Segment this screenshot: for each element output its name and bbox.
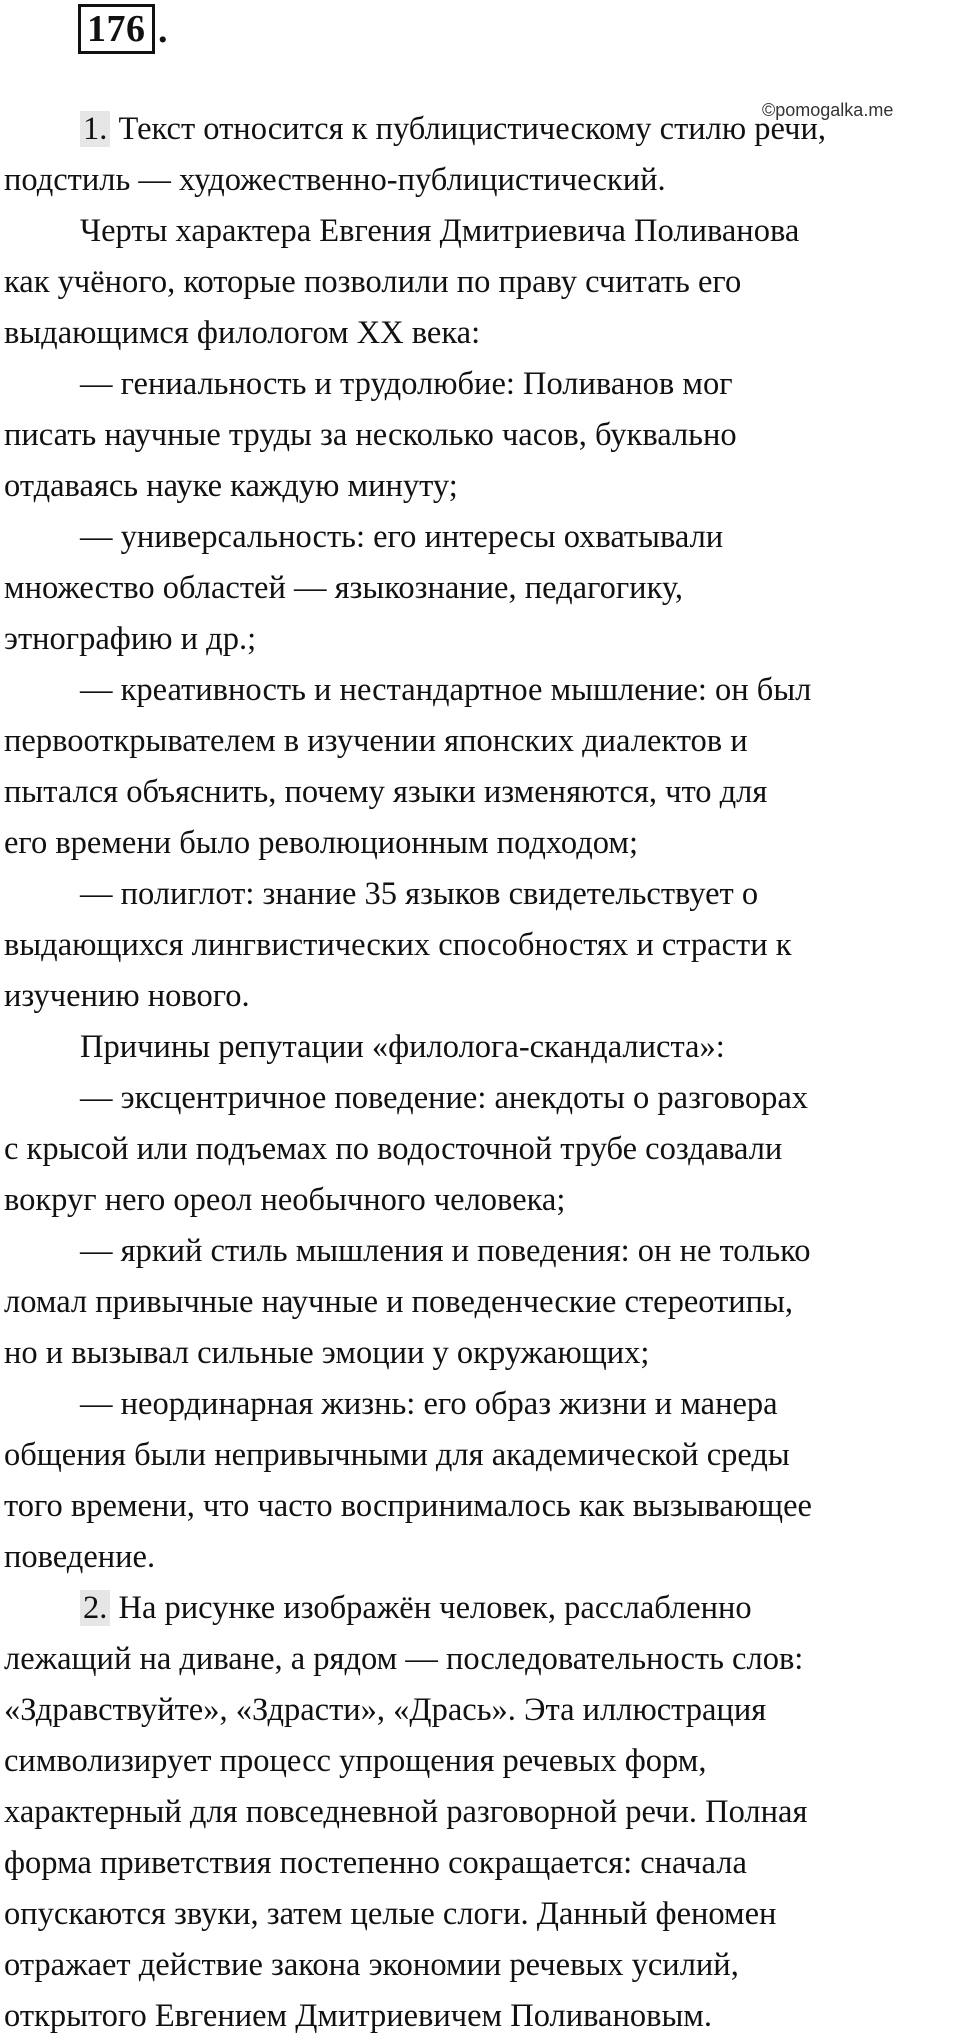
line-text: писать научные труды за несколько часов, буквально [4,417,737,453]
line-text: вокруг него ореол необычного человека; [4,1182,566,1218]
line-text: — неординарная жизнь: его образ жизни и манера [80,1386,778,1422]
line-text: но и вызывал сильные эмоции у окружающих; [4,1335,650,1371]
line-text: — креативность и нестандартное мышление: он был [80,672,812,708]
item-number: 2. [80,1590,110,1626]
text-line [4,1277,958,1328]
line-text: как учёного, которые позволили по праву считать его [4,264,742,300]
text-line [4,1583,958,1634]
line-text: отражает действие закона экономии речевых усилий, [4,1947,739,1983]
text-line [4,359,958,410]
text-line [4,308,958,359]
line-text: форма приветствия постепенно сокращается: сначала [4,1845,747,1881]
text-line [4,920,958,971]
line-text: «Здравствуйте», «Здрасти», «Дрась». Эта иллюстрация [4,1692,767,1728]
text-line [4,512,958,563]
line-text: первооткрывателем в изучении японских диалектов и [4,723,748,759]
line-text: характерный для повседневной разговорной речи. Полная [4,1794,808,1830]
line-text: Текст относится к публицистическому стилю речи, [110,111,827,147]
line-text: — полиглот: знание 35 языков свидетельствует о [80,876,759,912]
text-line [4,1787,958,1838]
watermark: ©pomogalka.me [762,100,894,120]
text-line [4,1736,958,1787]
line-text: ломал привычные научные и поведенческие стереотипы, [4,1284,794,1320]
task-number: 176 [87,8,146,50]
text-line [4,716,958,767]
line-text: отдаваясь науке каждую минуту; [4,468,458,504]
line-text: На рисунке изображён человек, расслабленно [110,1590,752,1626]
line-text: множество областей — языкознание, педагогику, [4,570,684,606]
text-line [4,206,958,257]
line-text: изучению нового. [4,978,250,1014]
line-text: пытался объяснить, почему языки изменяются, что для [4,774,768,810]
text-line [4,1124,958,1175]
line-text: опускаются звуки, затем целые слоги. Данный феномен [4,1896,777,1932]
text-line [4,1481,958,1532]
text-line [4,257,958,308]
text-line [4,869,958,920]
text-line [4,155,958,206]
item-number: 1. [80,111,110,147]
text-line [4,1073,958,1124]
text-line [4,1226,958,1277]
line-text: Черты характера Евгения Дмитриевича Поливанова [80,213,800,249]
line-text: его времени было революционным подходом; [4,825,639,861]
text-line [4,767,958,818]
text-line [4,971,958,1022]
text-line [4,104,958,155]
text-line [4,1889,958,1940]
text-line [4,461,958,512]
task-number-dot: . [158,9,168,51]
text-line [4,1430,958,1481]
line-text: лежащий на диване, а рядом — последовательность слов: [4,1641,804,1677]
line-text: общения были непривычными для академической среды [4,1437,790,1473]
text-line [4,1328,958,1379]
text-line [4,1634,958,1685]
text-line [4,1022,958,1073]
task-number-box [78,4,155,54]
text-line [4,1685,958,1736]
text-line [4,1940,958,1991]
text-line [4,614,958,665]
text-line [4,818,958,869]
line-text: — гениальность и трудолюбие: Поливанов мог [80,366,733,402]
text-line [4,1532,958,1583]
line-text: Причины репутации «филолога-скандалиста»: [80,1029,725,1065]
text-line [4,1379,958,1430]
line-text: поведение. [4,1539,156,1575]
line-text: — яркий стиль мышления и поведения: он не только [80,1233,811,1269]
line-text: — эксцентричное поведение: анекдоты о разговорах [80,1080,808,1116]
text-line [4,410,958,461]
line-text: — универсальность: его интересы охватывали [80,519,724,555]
text-line [4,1991,958,2042]
line-text: выдающихся лингвистических способностях и страсти к [4,927,792,963]
line-text: подстиль — художественно-публицистический. [4,162,666,198]
text-line [4,1838,958,1889]
answer-text [4,104,958,2042]
line-text: этнографию и др.; [4,621,257,657]
line-text: того времени, что часто воспринималось как вызывающее [4,1488,812,1524]
line-text: символизирует процесс упрощения речевых форм, [4,1743,707,1779]
line-text: с крысой или подъемах по водосточной трубе создавали [4,1131,783,1167]
text-line [4,563,958,614]
line-text: выдающимся филологом XX века: [4,315,481,351]
text-line [4,665,958,716]
text-line [4,1175,958,1226]
line-text: открытого Евгением Дмитриевичем Поливановым. [4,1998,713,2034]
